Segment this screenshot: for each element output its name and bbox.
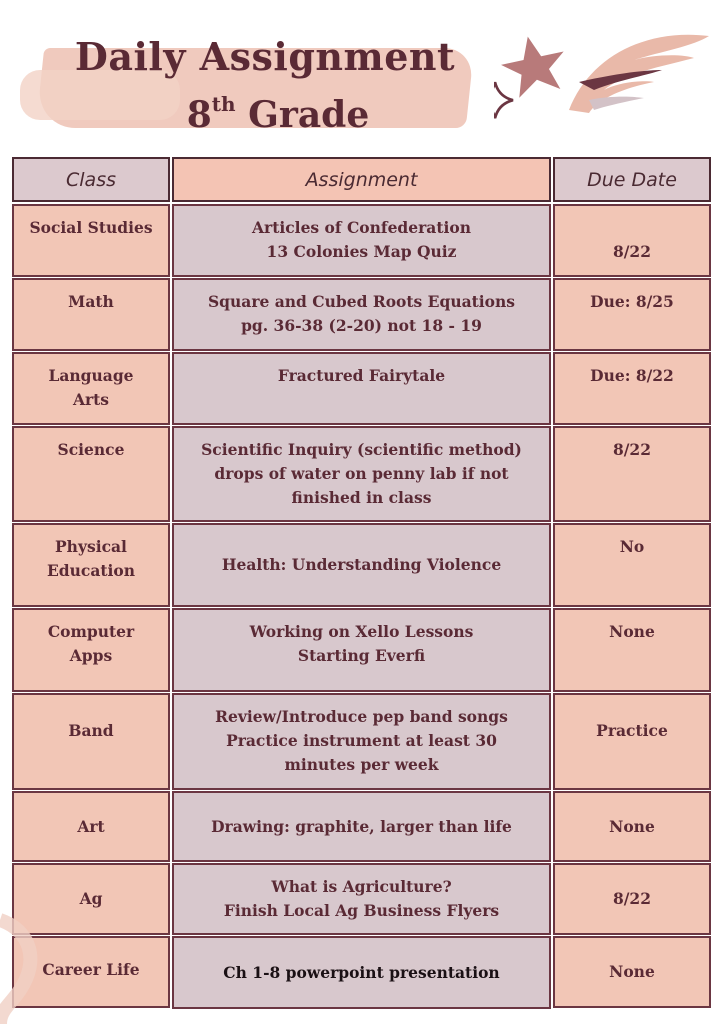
assignment-cell: Scientific Inquiry (scientific method) drops of water on penny lab if not finished in class (172, 426, 551, 522)
due-date-cell: 8/22 (553, 204, 711, 277)
class-cell: Computer Apps (12, 608, 170, 692)
class-cell: Ag (12, 863, 170, 935)
page-title: Daily Assignment (74, 34, 456, 79)
column-header-due-date: Due Date (553, 157, 711, 202)
grade-suffix: th (211, 92, 236, 116)
due-date-cell: None (553, 791, 711, 862)
assignment-cell: Articles of Confederation 13 Colonies Map Quiz (172, 204, 551, 277)
class-cell: Career Life (12, 936, 170, 1008)
shooting-star-icon (494, 18, 714, 138)
assignment-cell: Fractured Fairytale (172, 352, 551, 425)
due-date-cell: No (553, 523, 711, 607)
class-cell: Math (12, 278, 170, 351)
grade-number: 8 (186, 94, 212, 136)
due-date-cell: Due: 8/25 (553, 278, 711, 351)
header (0, 0, 724, 150)
class-cell: Art (12, 791, 170, 862)
assignment-cell: Health: Understanding Violence (172, 523, 551, 607)
class-cell: Social Studies (12, 204, 170, 277)
assignment-cell: Review/Introduce pep band songs Practice instrument at least 30 minutes per week (172, 693, 551, 790)
grade-heading (0, 92, 556, 136)
assignment-cell: Square and Cubed Roots Equations pg. 36-38 (2-20) not 18 - 19 (172, 278, 551, 351)
due-date-cell: 8/22 (553, 426, 711, 522)
due-date-cell: None (553, 936, 711, 1008)
assignment-cell: What is Agriculture? Finish Local Ag Business Flyers (172, 863, 551, 935)
column-header-class: Class (12, 157, 170, 202)
assignment-cell: Drawing: graphite, larger than life (172, 791, 551, 862)
class-cell: Band (12, 693, 170, 790)
corner-swirl-decoration (0, 900, 60, 1024)
class-cell: Science (12, 426, 170, 522)
due-date-cell: 8/22 (553, 863, 711, 935)
column-header-assignment: Assignment (172, 157, 551, 202)
due-date-cell: None (553, 608, 711, 692)
assignment-table (12, 157, 711, 1009)
due-date-cell: Practice (553, 693, 711, 790)
class-cell: Language Arts (12, 352, 170, 425)
grade-word: Grade (248, 94, 370, 136)
class-cell: Physical Education (12, 523, 170, 607)
assignment-cell: Ch 1-8 powerpoint presentation (172, 936, 551, 1009)
due-date-cell: Due: 8/22 (553, 352, 711, 425)
assignment-cell: Working on Xello Lessons Starting Everfi (172, 608, 551, 692)
